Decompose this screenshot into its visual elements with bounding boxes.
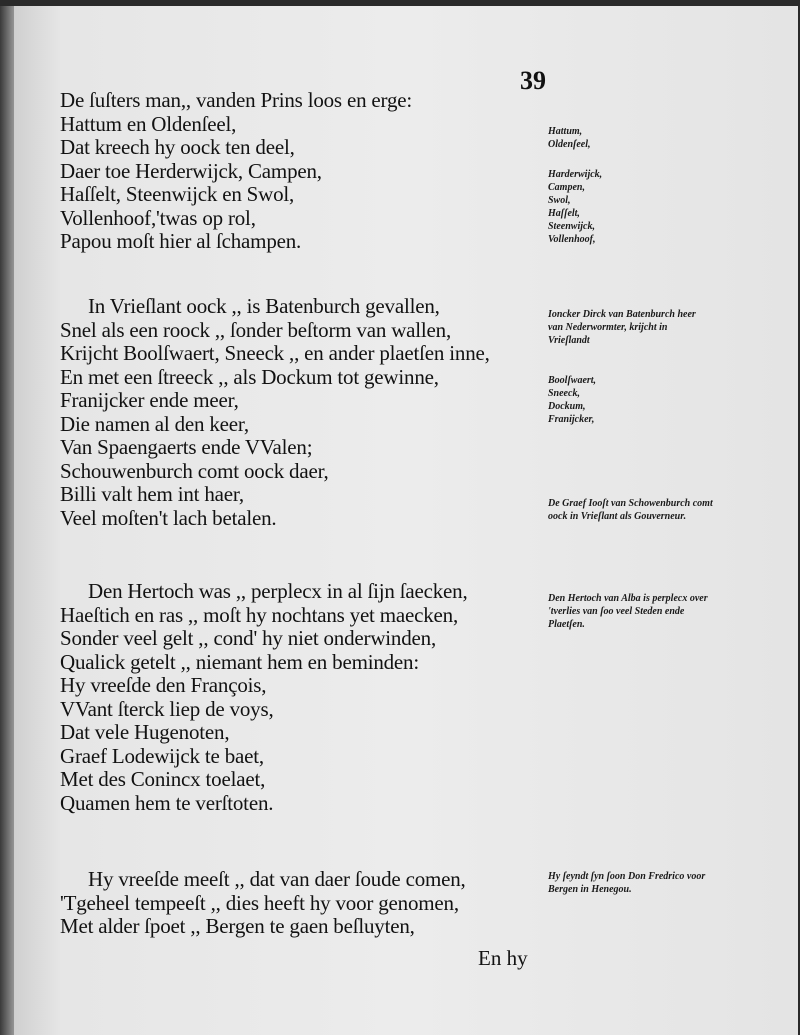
verse-line: Franijcker ende meer, xyxy=(60,388,239,412)
verse-line: Qualick getelt ,, niemant hem en beminden: xyxy=(60,649,419,674)
verse-line: VVant ſterck liep de voys, xyxy=(60,696,274,721)
margin-note-line: Oldenſeel, xyxy=(548,139,591,150)
margin-note-line: Hattum, xyxy=(548,126,583,137)
margin-note-places-3 xyxy=(548,374,596,426)
verse-line: Veel moſten't lach betalen. xyxy=(60,505,277,530)
margin-note-bergen: Hy ſeyndt ſyn ſoon Don Fredrico voor Bergen in Henegou. xyxy=(548,871,706,895)
margin-note-line: Harderwijck, xyxy=(548,169,603,180)
margin-note-line: Vollenhoof, xyxy=(548,234,596,245)
verse-line: Hy vreeſde den François, xyxy=(60,673,267,697)
verse-line: Quamen hem te verſtoten. xyxy=(60,790,274,815)
stanza-4 xyxy=(60,868,466,939)
stanza-2 xyxy=(60,295,490,530)
verse-line: Met alder ſpoet ,, Bergen te gaen beſluyten, xyxy=(60,914,415,938)
verse-line: 'Tgeheel tempeeſt ,, dies heeft hy voor genomen, xyxy=(60,890,459,915)
margin-note-line: Franijcker, xyxy=(548,414,595,425)
margin-note-places-2 xyxy=(548,168,602,246)
page-number: 39 xyxy=(520,66,546,95)
margin-note-line: Campen, xyxy=(548,182,585,193)
verse-line: Dat kreech hy oock ten deel, xyxy=(60,135,295,159)
margin-note-alba: Den Hertoch van Alba is perplecx over 'tverlies van ſoo veel Steden ende Plaetſen. xyxy=(548,593,708,630)
verse-line: Papou moſt hier al ſchampen. xyxy=(60,229,302,253)
verse-line: Krijcht Boolſwaert, Sneeck ,, en ander plaetſen inne, xyxy=(60,341,490,365)
margin-note-places-1 xyxy=(548,125,591,151)
verse-line: Sonder veel gelt ,, cond' hy niet onderwinden, xyxy=(60,626,436,650)
verse-line: Die namen al den keer, xyxy=(60,411,249,436)
margin-note-line: Boolſwaert, xyxy=(548,375,597,386)
verse-line: Met des Conincx toelaet, xyxy=(60,767,266,791)
verse-line: Van Spaengaerts ende VValen; xyxy=(60,435,313,459)
verse-line: Hy vreeſde meeſt ,, dat van daer ſoude comen, xyxy=(88,867,466,891)
verse-line: Billi valt hem int haer, xyxy=(60,482,244,506)
verse-line: Graef Lodewijck te baet, xyxy=(60,743,264,768)
verse-line: Hattum en Oldenſeel, xyxy=(60,111,237,136)
verse-line: En met een ſtreeck ,, als Dockum tot gewinne, xyxy=(60,364,439,389)
margin-note-line: Haſſelt, xyxy=(548,208,580,219)
margin-note-schouwenburch: De Graef Iooſt van Schowenburch comt oock in Vrieſlant als Gouverneur. xyxy=(548,498,713,522)
verse-line: Dat vele Hugenoten, xyxy=(60,720,230,744)
margin-note-line: Steenwijck, xyxy=(548,221,595,232)
verse-line: Daer toe Herderwijck, Campen, xyxy=(60,158,322,183)
stanza-1 xyxy=(60,89,412,254)
margin-note-line: Dockum, xyxy=(548,401,586,412)
stanza-3 xyxy=(60,580,468,815)
verse-line: Vollenhoof,'twas op rol, xyxy=(60,205,256,230)
verse-line: De ſuſters man,, vanden Prins loos en erge: xyxy=(60,88,413,112)
margin-note-line: Sneeck, xyxy=(548,388,580,399)
margin-note-line: Swol, xyxy=(548,195,571,206)
verse-line: Haſſelt, Steenwijck en Swol, xyxy=(60,182,295,206)
verse-line: In Vrieſlant oock ,, is Batenburch gevallen, xyxy=(88,294,440,318)
margin-note-batenburch: Ioncker Dirck van Batenburch heer van Nederwormter, krijcht in Vrieſlandt xyxy=(548,309,696,346)
verse-line: Snel als een roock ,, ſonder beſtorm van wallen, xyxy=(60,317,452,342)
verse-line: Haeſtich en ras ,, moſt hy nochtans yet maecken, xyxy=(60,602,459,627)
verse-line: Den Hertoch was ,, perplecx in al ſijn ſaecken, xyxy=(88,579,468,603)
catchword: En hy xyxy=(478,946,528,970)
verse-line: Schouwenburch comt oock daer, xyxy=(60,458,329,483)
